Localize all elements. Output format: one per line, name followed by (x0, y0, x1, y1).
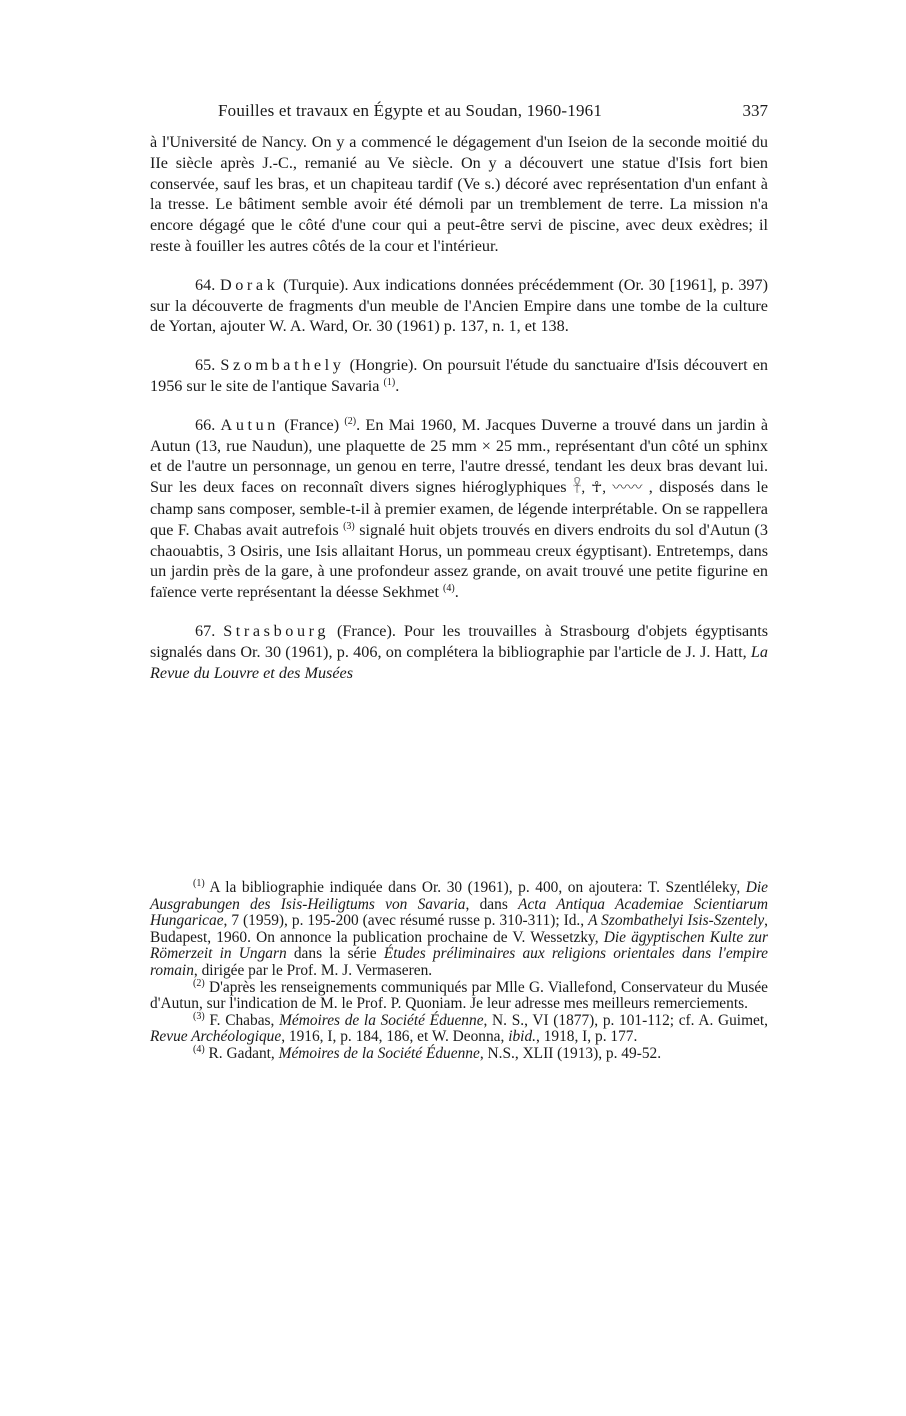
footnote-mark: (2) (193, 977, 205, 989)
footnote-mark: (4) (193, 1043, 205, 1055)
citation-title: ibid. (508, 1028, 536, 1046)
footnote-1 (150, 880, 768, 980)
paragraph-67 (150, 621, 768, 683)
citation-title: Die Ausgrabungen des Isis-Heiligtums von Savaria (150, 879, 768, 913)
footnote-text: D'après les renseignements communiqués par Mlle G. Viallefond, Conservateur du Musée d'Autun, sur l'indication de M. le Prof. P. Quoniam. Je leur adresse mes meilleurs remerciements. (150, 978, 768, 1013)
footnote-text: , dans (465, 895, 508, 913)
footnote-ref[interactable]: (3) (343, 520, 355, 532)
footnote-text: , 7 (1959), p. 195-200 (avec résumé russe p. 310-311); Id., (223, 912, 585, 930)
citation-title: Mémoires de la Société Éduenne (278, 1044, 480, 1062)
hieroglyph-signs: 𓋹, ☥, (572, 480, 607, 497)
main-text (150, 132, 768, 683)
footnote-text: A la bibliographie indiquée dans Or. 30 (1961), p. 400, on ajoutera: T. Szentléleky, (209, 879, 741, 896)
journal-title: La Revue du Louvre et des Musées (150, 642, 768, 682)
citation-title: Études préliminaires aux religions orientales dans l'empire romain (150, 945, 768, 979)
place-name: Szombathely (220, 356, 345, 375)
paragraph-continued: à l'Université de Nancy. On y a commencé le dégagement d'un Iseion de la seconde moitié du IIe siècle après J.-C., remanié au Ve siècle. On y a découvert une statue d'Isis fort bien conservée, sauf les bras, et un chapiteau tardif (Ve s.) décoré avec représentation d'un enfant à la tresse. Le bâtiment semble avoir été démoli par un tremblement de terre. La mission n'a encore dégagé que le côté d'une cour qui a peut-être servi de piscine, avec deux exèdres; il reste à fouiller les autres côtés de la cour et l'intérieur. (150, 133, 768, 255)
footnote-2 (150, 977, 768, 1013)
running-title: Fouilles et travaux en Égypte et au Soudan, 1960-1961 (218, 101, 603, 120)
footnote-text: F. Chabas, (209, 1011, 275, 1029)
entry-text: , disposés dans le champ sans composer, semble-t-il à premier examen, de légende interprétable. On se rappellera que F. Chabas avait autrefois (150, 478, 769, 539)
entry-number: 64. (195, 275, 216, 294)
entry-number: 66. (195, 415, 216, 434)
place-name: Autun (220, 415, 279, 434)
entry-number: 67. (195, 621, 216, 640)
footnote-text: , N.S., XLII (1913), p. 49-52. (479, 1044, 662, 1062)
entry-text: (France) (284, 415, 340, 434)
entry-text: . En Mai 1960, M. Jacques Duverne a trouvé dans un jardin à Autun (13, rue Naudun), une plaquette de 25 mm × 25 mm., représentant d'un côté un sphinx et de l'autre un personnage, un genou en terre, l'autre dressé, tendant les deux bras devant lui. Sur les deux faces on reconnaît divers signes hiéroglyphiques (150, 415, 768, 497)
citation-title: Revue Archéologique (150, 1028, 282, 1046)
entry-text: signalé huit objets trouvés en divers endroits du sol d'Autun (3 chaouabtis, 3 Osiris, une Isis allaitant Horus, un pommeau creux égyptisant). Entretemps, dans un jardin près de la gare, à une profondeur assez grande, on avait trouvé une petite figurine en faïence verte représentant la déesse Sekhmet (150, 520, 769, 602)
entry-text: (Turquie). Aux indications données précédemment (Or. 30 [1961], p. 397) sur la découverte de fragments d'un meuble de l'Ancien Empire dans une tombe de la culture de Yortan, ajouter W. A. Ward, Or. 30 (1961) p. 137, n. 1, et 138. (150, 275, 769, 336)
footnote-mark: (3) (193, 1010, 205, 1022)
paragraph-64 (150, 275, 768, 337)
place-name: Strasbourg (223, 621, 330, 640)
entry-end: . (454, 583, 459, 602)
footnote-text: , 1916, I, p. 184, 186, et W. Deonna, (281, 1028, 505, 1046)
entry-end: . (395, 376, 400, 395)
footnote-ref[interactable]: (1) (383, 376, 396, 388)
footnotes (150, 880, 768, 1063)
entry-text: (France). Pour les trouvailles à Strasbourg d'objets égyptisants signalés dans Or. 30 (1961), p. 406, on complétera la bibliographie par l'article de J. J. Hatt, (150, 621, 769, 661)
paragraph-65 (150, 355, 768, 397)
citation-title: Die ägyptischen Kulte zur Römerzeit in Ungarn (150, 928, 768, 963)
page-number: 337 (742, 101, 768, 120)
citation-title: Mémoires de la Société Éduenne (279, 1011, 484, 1029)
footnote-ref[interactable]: (4) (443, 583, 455, 595)
footnote-4 (150, 1043, 768, 1063)
footnote-text: dans la série (293, 945, 377, 963)
citation-title: Acta Antiqua Academiae Scientiarum Hungaricae (150, 895, 768, 930)
footnote-text: , dirigée par le Prof. M. J. Vermaseren. (193, 961, 433, 979)
footnote-text: , Budapest, 1960. On annonce la publication prochaine de V. Wessetzky, (150, 912, 769, 946)
paragraph-66 (150, 415, 768, 603)
place-name: Dorak (219, 275, 279, 294)
citation-title: A Szombathelyi Isis-Szentely (588, 912, 765, 930)
water-hieroglyph: 〰〰 (612, 480, 643, 497)
footnote-text: , N. S., VI (1877), p. 101-112; cf. A. Guimet, (483, 1011, 768, 1029)
footnote-mark: (1) (193, 878, 205, 889)
footnote-ref[interactable]: (2) (344, 415, 357, 427)
footnote-text: R. Gadant, (208, 1044, 275, 1062)
running-header (150, 98, 768, 124)
entry-number: 65. (195, 356, 216, 375)
footnote-3 (150, 1010, 768, 1046)
footnote-text: , 1918, I, p. 177. (536, 1028, 638, 1046)
entry-text: (Hongrie). On poursuit l'étude du sanctuaire d'Isis découvert en 1956 sur le site de l'antique Savaria (150, 356, 769, 395)
